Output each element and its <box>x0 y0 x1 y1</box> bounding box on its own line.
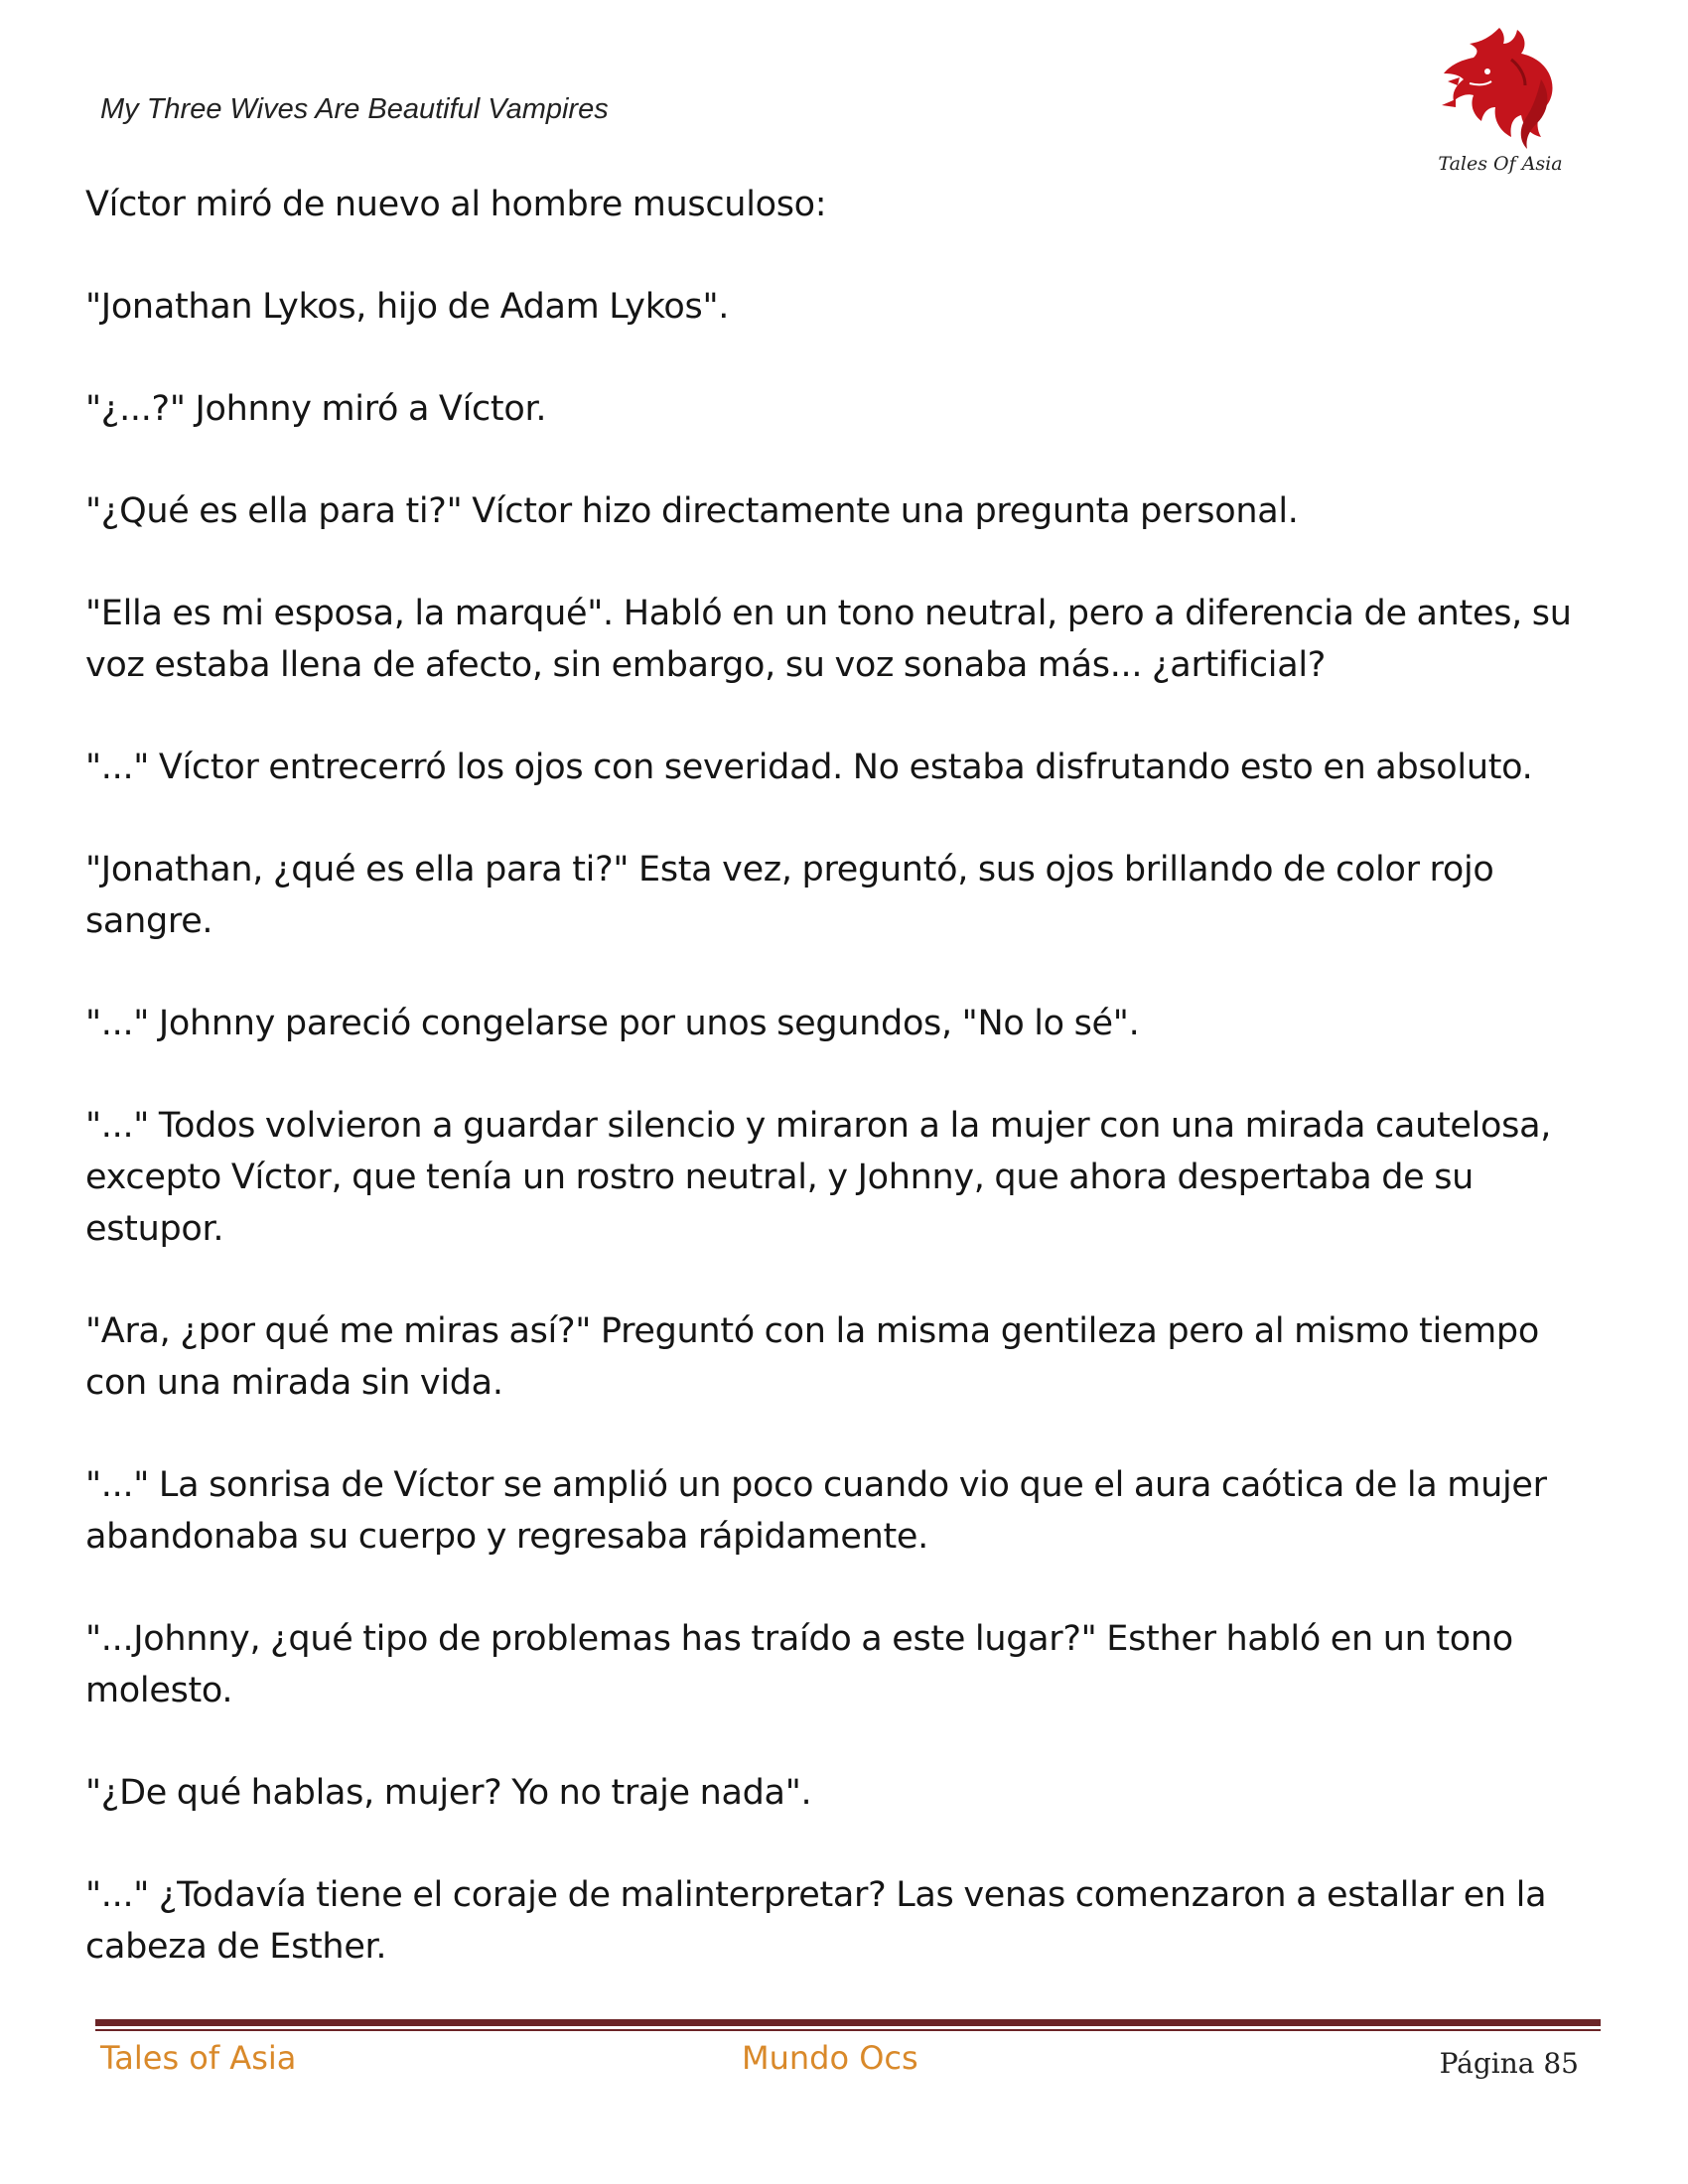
footer-divider-thin <box>95 2029 1601 2031</box>
paragraph: "..." Johnny pareció congelarse por unos segundos, "No lo sé". <box>85 1004 1140 1043</box>
paragraph: "...Johnny, ¿qué tipo de problemas has traído a este lugar?" Esther habló en un tono molesto. <box>85 1619 1513 1710</box>
footer-publisher: Tales of Asia <box>100 2039 297 2077</box>
paragraph: "Jonathan, ¿qué es ella para ti?" Esta vez, preguntó, sus ojos brillando de color rojo sangre. <box>85 850 1494 941</box>
paragraph: "..." Víctor entrecerró los ojos con severidad. No estaba disfrutando esto en absoluto. <box>85 748 1533 787</box>
paragraph: "Ella es mi esposa, la marqué". Habló en un tono neutral, pero a diferencia de antes, su voz estaba llena de afecto, sin embargo, su voz sonaba más... ¿artificial? <box>85 594 1572 685</box>
page-number: Página 85 <box>1439 2047 1579 2080</box>
paragraph: "Jonathan Lykos, hijo de Adam Lykos". <box>85 287 730 327</box>
paragraph: "Ara, ¿por qué me miras así?" Preguntó con la misma gentileza pero al mismo tiempo con una mirada sin vida. <box>85 1311 1539 1403</box>
footer-source: Mundo Ocs <box>742 2039 918 2077</box>
logo-caption: Tales Of Asia <box>1438 153 1563 175</box>
paragraph: "¿De qué hablas, mujer? Yo no traje nada". <box>85 1773 812 1813</box>
page-body <box>85 179 1575 2023</box>
paragraph: "..." Todos volvieron a guardar silencio y miraron a la mujer con una mirada cautelosa, excepto Víctor, que tenía un rostro neutral, y Johnny, que ahora despertaba de su estupor. <box>85 1106 1552 1249</box>
paragraph: Víctor miró de nuevo al hombre musculoso: <box>85 185 827 224</box>
paragraph: "..." La sonrisa de Víctor se amplió un poco cuando vio que el aura caótica de la mujer abandonaba su cuerpo y regresaba rápidamente. <box>85 1465 1547 1557</box>
footer-divider <box>95 2019 1601 2026</box>
paragraph: "¿...?" Johnny miró a Víctor. <box>85 389 547 429</box>
paragraph: "¿Qué es ella para ti?" Víctor hizo directamente una pregunta personal. <box>85 491 1299 531</box>
paragraph: "..." ¿Todavía tiene el coraje de malinterpretar? Las venas comenzaron a estallar en la cabeza de Esther. <box>85 1875 1547 1967</box>
book-title: My Three Wives Are Beautiful Vampires <box>100 93 609 125</box>
